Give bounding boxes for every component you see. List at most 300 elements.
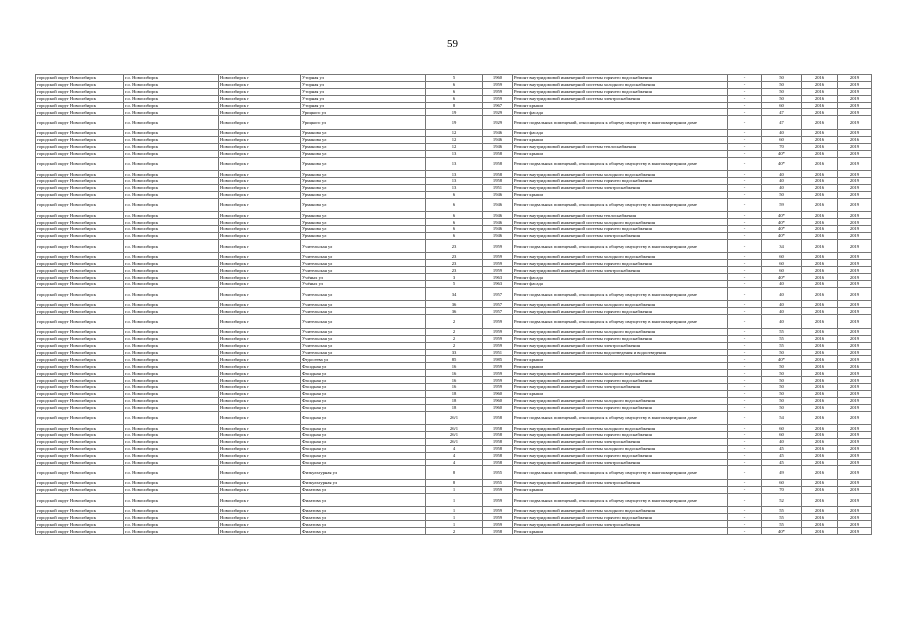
cell-street: Урманова ул — [301, 226, 426, 233]
table-row — [36, 301, 872, 308]
table-row — [36, 514, 872, 521]
cell-street: Урманова ул — [301, 191, 426, 198]
table-row — [36, 239, 872, 253]
cell-street: Учёных ул — [301, 280, 426, 287]
cell-cost: 60 — [762, 102, 802, 109]
cell-cost: 50 — [762, 75, 802, 82]
cell-end: 2019 — [838, 438, 872, 445]
cell-cost: 60 — [762, 136, 802, 143]
cell-settlement: г.о. Новосибирск — [124, 397, 219, 404]
cell-cost: 40 — [762, 315, 802, 329]
table-row — [36, 260, 872, 267]
cell-work: Ремонт фасада — [513, 129, 728, 136]
cell-cost: 60 — [762, 432, 802, 439]
cell-start: 2016 — [802, 404, 838, 411]
cell-year: 1959 — [483, 377, 513, 384]
cell-start: 2016 — [802, 377, 838, 384]
cell-settlement: г.о. Новосибирск — [124, 486, 219, 493]
cell-end: 2019 — [838, 452, 872, 459]
repair-program-table — [35, 74, 872, 535]
cell-street: Учительская ул — [301, 260, 426, 267]
cell-street: Фасадная ул — [301, 459, 426, 466]
cell-municipality: городской округ Новосибирск — [36, 480, 124, 487]
table-row — [36, 116, 872, 130]
cell-blank: - — [728, 301, 762, 308]
cell-street: Урманова ул — [301, 157, 426, 171]
cell-house: 8 — [426, 102, 483, 109]
cell-start: 2016 — [802, 528, 838, 535]
cell-cost: 45 — [762, 459, 802, 466]
cell-municipality: городской округ Новосибирск — [36, 335, 124, 342]
cell-work: Ремонт подвальных помещений, относящихся к общему имуществу в многоквартирном доме — [513, 466, 728, 480]
table-row — [36, 356, 872, 363]
cell-settlement: г.о. Новосибирск — [124, 308, 219, 315]
cell-city: Новосибирск г — [219, 363, 301, 370]
table-row — [36, 143, 872, 150]
cell-blank: - — [728, 432, 762, 439]
cell-cost: 55 — [762, 507, 802, 514]
cell-blank: - — [728, 438, 762, 445]
cell-settlement: г.о. Новосибирск — [124, 466, 219, 480]
cell-municipality: городской округ Новосибирск — [36, 75, 124, 82]
cell-start: 2016 — [802, 349, 838, 356]
cell-start: 2016 — [802, 88, 838, 95]
cell-cost: 55 — [762, 521, 802, 528]
table-row — [36, 349, 872, 356]
cell-house: 6 — [426, 95, 483, 102]
cell-blank: - — [728, 363, 762, 370]
cell-settlement: г.о. Новосибирск — [124, 177, 219, 184]
cell-start: 2016 — [802, 432, 838, 439]
cell-blank: - — [728, 239, 762, 253]
cell-street: Фасадная ул — [301, 432, 426, 439]
cell-end: 2019 — [838, 459, 872, 466]
cell-blank: - — [728, 267, 762, 274]
cell-street: Фасадная ул — [301, 404, 426, 411]
cell-municipality: городской округ Новосибирск — [36, 528, 124, 535]
cell-work: Ремонт крыши — [513, 136, 728, 143]
cell-end: 2019 — [838, 212, 872, 219]
cell-end: 2019 — [838, 480, 872, 487]
cell-street: Фасадная ул — [301, 370, 426, 377]
cell-house: 6 — [426, 226, 483, 233]
cell-end: 2019 — [838, 383, 872, 390]
cell-blank: - — [728, 109, 762, 116]
cell-start: 2016 — [802, 493, 838, 507]
cell-cost: 52 — [762, 493, 802, 507]
cell-city: Новосибирск г — [219, 356, 301, 363]
cell-start: 2016 — [802, 226, 838, 233]
cell-municipality: городской округ Новосибирск — [36, 116, 124, 130]
cell-year: 1959 — [483, 507, 513, 514]
cell-settlement: г.о. Новосибирск — [124, 349, 219, 356]
cell-blank: - — [728, 150, 762, 157]
cell-house: 13 — [426, 177, 483, 184]
cell-street: Урицкого ул — [301, 109, 426, 116]
cell-end: 2019 — [838, 109, 872, 116]
cell-year: 1959 — [483, 328, 513, 335]
cell-settlement: г.о. Новосибирск — [124, 143, 219, 150]
cell-cost: 40 — [762, 129, 802, 136]
cell-end: 2019 — [838, 486, 872, 493]
cell-settlement: г.о. Новосибирск — [124, 459, 219, 466]
cell-year: 1946 — [483, 232, 513, 239]
cell-settlement: г.о. Новосибирск — [124, 157, 219, 171]
cell-start: 2016 — [802, 157, 838, 171]
cell-start: 2016 — [802, 328, 838, 335]
cell-year: 1963 — [483, 280, 513, 287]
cell-year: 1959 — [483, 383, 513, 390]
cell-street: Фасадная ул — [301, 377, 426, 384]
cell-municipality: городской округ Новосибирск — [36, 514, 124, 521]
cell-cost: 50 — [762, 191, 802, 198]
cell-blank: - — [728, 191, 762, 198]
cell-blank: - — [728, 390, 762, 397]
cell-year: 1958 — [483, 438, 513, 445]
cell-municipality: городской округ Новосибирск — [36, 239, 124, 253]
cell-settlement: г.о. Новосибирск — [124, 370, 219, 377]
cell-year: 1958 — [483, 459, 513, 466]
cell-blank: - — [728, 521, 762, 528]
cell-cost: 55 — [762, 342, 802, 349]
table-row — [36, 363, 872, 370]
page-number: 59 — [447, 38, 458, 50]
cell-house: 34 — [426, 287, 483, 301]
cell-work: Ремонт внутридомовой инженерной системы горячего водоснабжения — [513, 377, 728, 384]
cell-blank: - — [728, 81, 762, 88]
cell-work: Ремонт внутридомовой инженерной системы холодного водоснабжения — [513, 171, 728, 178]
cell-city: Новосибирск г — [219, 411, 301, 425]
cell-settlement: г.о. Новосибирск — [124, 109, 219, 116]
table-row — [36, 466, 872, 480]
table-row — [36, 280, 872, 287]
cell-start: 2016 — [802, 521, 838, 528]
cell-cost: 40 — [762, 280, 802, 287]
cell-year: 1959 — [483, 81, 513, 88]
cell-blank: - — [728, 335, 762, 342]
cell-start: 2016 — [802, 95, 838, 102]
cell-start: 2016 — [802, 308, 838, 315]
cell-house: 19 — [426, 109, 483, 116]
cell-street: Уторная ул — [301, 88, 426, 95]
cell-city: Новосибирск г — [219, 459, 301, 466]
cell-street: Урманова ул — [301, 232, 426, 239]
cell-settlement: г.о. Новосибирск — [124, 232, 219, 239]
cell-cost: 50 — [762, 95, 802, 102]
cell-house: 19 — [426, 116, 483, 130]
cell-year: 1958 — [483, 445, 513, 452]
cell-municipality: городской округ Новосибирск — [36, 466, 124, 480]
cell-blank: - — [728, 377, 762, 384]
cell-start: 2016 — [802, 315, 838, 329]
cell-municipality: городской округ Новосибирск — [36, 226, 124, 233]
cell-start: 2016 — [802, 116, 838, 130]
cell-end: 2019 — [838, 514, 872, 521]
cell-municipality: городской округ Новосибирск — [36, 102, 124, 109]
cell-end: 2019 — [838, 129, 872, 136]
cell-municipality: городской округ Новосибирск — [36, 88, 124, 95]
cell-end: 2019 — [838, 301, 872, 308]
cell-city: Новосибирск г — [219, 287, 301, 301]
cell-house: 1 — [426, 493, 483, 507]
table-row — [36, 267, 872, 274]
cell-municipality: городской округ Новосибирск — [36, 81, 124, 88]
cell-city: Новосибирск г — [219, 390, 301, 397]
cell-city: Новосибирск г — [219, 191, 301, 198]
cell-city: Новосибирск г — [219, 129, 301, 136]
cell-municipality: городской округ Новосибирск — [36, 507, 124, 514]
cell-year: 1958 — [483, 171, 513, 178]
cell-street: Фасадная ул — [301, 390, 426, 397]
cell-year: 1946 — [483, 219, 513, 226]
cell-blank: - — [728, 287, 762, 301]
cell-settlement: г.о. Новосибирск — [124, 95, 219, 102]
cell-settlement: г.о. Новосибирск — [124, 212, 219, 219]
cell-year: 1929 — [483, 109, 513, 116]
cell-city: Новосибирск г — [219, 102, 301, 109]
cell-start: 2016 — [802, 171, 838, 178]
cell-municipality: городской округ Новосибирск — [36, 143, 124, 150]
cell-work: Ремонт внутридомовой инженерной системы холодного водоснабжения — [513, 507, 728, 514]
cell-work: Ремонт внутридомовой инженерной системы электроснабжения — [513, 232, 728, 239]
cell-cost: 40 — [762, 177, 802, 184]
cell-street: Уторная ул — [301, 102, 426, 109]
cell-work: Ремонт подвальных помещений, относящихся к общему имуществу в многоквартирном доме — [513, 157, 728, 171]
cell-municipality: городской округ Новосибирск — [36, 425, 124, 432]
cell-street: Урманова ул — [301, 177, 426, 184]
table-row — [36, 177, 872, 184]
cell-work: Ремонт фасада — [513, 274, 728, 281]
cell-blank: - — [728, 232, 762, 239]
cell-city: Новосибирск г — [219, 177, 301, 184]
cell-work: Ремонт внутридомовой инженерной системы холодного водоснабжения — [513, 253, 728, 260]
cell-municipality: городской округ Новосибирск — [36, 232, 124, 239]
cell-settlement: г.о. Новосибирск — [124, 315, 219, 329]
cell-blank: - — [728, 308, 762, 315]
cell-cost: 40* — [762, 528, 802, 535]
cell-cost: 40* — [762, 356, 802, 363]
cell-year: 1958 — [483, 177, 513, 184]
cell-cost: 50 — [762, 81, 802, 88]
cell-city: Новосибирск г — [219, 239, 301, 253]
cell-cost: 50 — [762, 377, 802, 384]
cell-city: Новосибирск г — [219, 116, 301, 130]
cell-blank: - — [728, 452, 762, 459]
cell-start: 2016 — [802, 219, 838, 226]
cell-house: 13 — [426, 150, 483, 157]
table-row — [36, 232, 872, 239]
cell-cost: 34 — [762, 239, 802, 253]
cell-city: Новосибирск г — [219, 383, 301, 390]
cell-settlement: г.о. Новосибирск — [124, 445, 219, 452]
cell-work: Ремонт внутридомовой инженерной системы водоотведения и водоотведения — [513, 349, 728, 356]
cell-street: Фасадная ул — [301, 425, 426, 432]
cell-year: 1960 — [483, 390, 513, 397]
cell-blank: - — [728, 528, 762, 535]
cell-settlement: г.о. Новосибирск — [124, 102, 219, 109]
cell-street: Учительская ул — [301, 308, 426, 315]
cell-end: 2019 — [838, 198, 872, 212]
cell-blank: - — [728, 383, 762, 390]
cell-street: Учёных ул — [301, 274, 426, 281]
cell-cost: 55 — [762, 328, 802, 335]
cell-city: Новосибирск г — [219, 514, 301, 521]
cell-year: 1959 — [483, 335, 513, 342]
cell-start: 2016 — [802, 198, 838, 212]
table-row — [36, 328, 872, 335]
cell-municipality: городской округ Новосибирск — [36, 404, 124, 411]
cell-blank: - — [728, 280, 762, 287]
cell-municipality: городской округ Новосибирск — [36, 342, 124, 349]
cell-work: Ремонт крыши — [513, 102, 728, 109]
cell-street: Филатова ул — [301, 507, 426, 514]
cell-start: 2016 — [802, 390, 838, 397]
cell-blank: - — [728, 88, 762, 95]
cell-house: 23 — [426, 253, 483, 260]
cell-cost: 55 — [762, 514, 802, 521]
cell-year: 1957 — [483, 308, 513, 315]
cell-end: 2019 — [838, 150, 872, 157]
cell-city: Новосибирск г — [219, 377, 301, 384]
cell-year: 1958 — [483, 425, 513, 432]
cell-blank: - — [728, 226, 762, 233]
cell-cost: 59 — [762, 198, 802, 212]
cell-work: Ремонт подвальных помещений, относящихся к общему имуществу в многоквартирном доме — [513, 315, 728, 329]
table-row — [36, 109, 872, 116]
cell-year: 1967 — [483, 102, 513, 109]
cell-blank: - — [728, 425, 762, 432]
cell-end: 2019 — [838, 308, 872, 315]
cell-start: 2016 — [802, 486, 838, 493]
cell-settlement: г.о. Новосибирск — [124, 404, 219, 411]
cell-house: 26/1 — [426, 425, 483, 432]
cell-cost: 40 — [762, 287, 802, 301]
cell-house: 2 — [426, 528, 483, 535]
cell-work: Ремонт внутридомовой инженерной системы теплоснабжения — [513, 212, 728, 219]
cell-end: 2019 — [838, 315, 872, 329]
cell-city: Новосибирск г — [219, 521, 301, 528]
cell-settlement: г.о. Новосибирск — [124, 191, 219, 198]
cell-start: 2016 — [802, 274, 838, 281]
cell-municipality: городской округ Новосибирск — [36, 328, 124, 335]
cell-blank: - — [728, 445, 762, 452]
cell-city: Новосибирск г — [219, 219, 301, 226]
cell-settlement: г.о. Новосибирск — [124, 260, 219, 267]
cell-street: Урманова ул — [301, 143, 426, 150]
cell-work: Ремонт подвальных помещений, относящихся к общему имуществу в многоквартирном доме — [513, 287, 728, 301]
cell-cost: 40* — [762, 157, 802, 171]
table-row — [36, 226, 872, 233]
cell-end: 2019 — [838, 260, 872, 267]
cell-house: 23 — [426, 260, 483, 267]
cell-street: Федосеева ул — [301, 356, 426, 363]
cell-city: Новосибирск г — [219, 328, 301, 335]
cell-house: 8 — [426, 480, 483, 487]
cell-settlement: г.о. Новосибирск — [124, 280, 219, 287]
cell-municipality: городской округ Новосибирск — [36, 177, 124, 184]
cell-blank: - — [728, 507, 762, 514]
cell-settlement: г.о. Новосибирск — [124, 514, 219, 521]
cell-street: Филатова ул — [301, 493, 426, 507]
cell-city: Новосибирск г — [219, 507, 301, 514]
cell-municipality: городской округ Новосибирск — [36, 315, 124, 329]
cell-start: 2016 — [802, 260, 838, 267]
cell-city: Новосибирск г — [219, 226, 301, 233]
cell-street: Уторная ул — [301, 75, 426, 82]
cell-city: Новосибирск г — [219, 493, 301, 507]
cell-city: Новосибирск г — [219, 150, 301, 157]
cell-settlement: г.о. Новосибирск — [124, 88, 219, 95]
cell-street: Урманова ул — [301, 136, 426, 143]
cell-municipality: городской округ Новосибирск — [36, 301, 124, 308]
cell-year: 1955 — [483, 480, 513, 487]
cell-end: 2019 — [838, 116, 872, 130]
cell-work: Ремонт подвальных помещений, относящихся к общему имуществу в многоквартирном доме — [513, 239, 728, 253]
cell-year: 1960 — [483, 397, 513, 404]
cell-cost: 60 — [762, 253, 802, 260]
cell-cost: 50 — [762, 383, 802, 390]
cell-end: 2019 — [838, 143, 872, 150]
cell-end: 2019 — [838, 191, 872, 198]
cell-year: 1946 — [483, 198, 513, 212]
cell-start: 2016 — [802, 109, 838, 116]
cell-cost: 60 — [762, 260, 802, 267]
table-row — [36, 88, 872, 95]
table-row — [36, 274, 872, 281]
cell-end: 2019 — [838, 239, 872, 253]
cell-house: 2 — [426, 328, 483, 335]
cell-municipality: городской округ Новосибирск — [36, 95, 124, 102]
cell-year: 1946 — [483, 212, 513, 219]
cell-city: Новосибирск г — [219, 75, 301, 82]
cell-municipality: городской округ Новосибирск — [36, 191, 124, 198]
cell-work: Ремонт внутридомовой инженерной системы горячего водоснабжения — [513, 308, 728, 315]
cell-cost: 40 — [762, 301, 802, 308]
cell-end: 2019 — [838, 425, 872, 432]
cell-city: Новосибирск г — [219, 342, 301, 349]
cell-settlement: г.о. Новосибирск — [124, 116, 219, 130]
cell-year: 1959 — [483, 363, 513, 370]
cell-end: 2019 — [838, 521, 872, 528]
cell-city: Новосибирск г — [219, 452, 301, 459]
cell-street: Урманова ул — [301, 184, 426, 191]
cell-end: 2019 — [838, 397, 872, 404]
cell-year: 1958 — [483, 157, 513, 171]
cell-start: 2016 — [802, 232, 838, 239]
table-row — [36, 308, 872, 315]
cell-city: Новосибирск г — [219, 370, 301, 377]
cell-work: Ремонт внутридомовой инженерной системы электроснабжения — [513, 521, 728, 528]
cell-start: 2016 — [802, 280, 838, 287]
cell-end: 2019 — [838, 157, 872, 171]
cell-cost: 50 — [762, 404, 802, 411]
table-row — [36, 411, 872, 425]
table-row — [36, 432, 872, 439]
cell-blank: - — [728, 212, 762, 219]
cell-settlement: г.о. Новосибирск — [124, 129, 219, 136]
table-row — [36, 129, 872, 136]
table-row — [36, 157, 872, 171]
cell-street: Учительская ул — [301, 342, 426, 349]
cell-year: 1959 — [483, 315, 513, 329]
cell-house: 16 — [426, 363, 483, 370]
cell-house: 26/1 — [426, 411, 483, 425]
cell-end: 2019 — [838, 232, 872, 239]
cell-cost: 50 — [762, 390, 802, 397]
cell-year: 1959 — [483, 370, 513, 377]
cell-municipality: городской округ Новосибирск — [36, 260, 124, 267]
table-row — [36, 404, 872, 411]
